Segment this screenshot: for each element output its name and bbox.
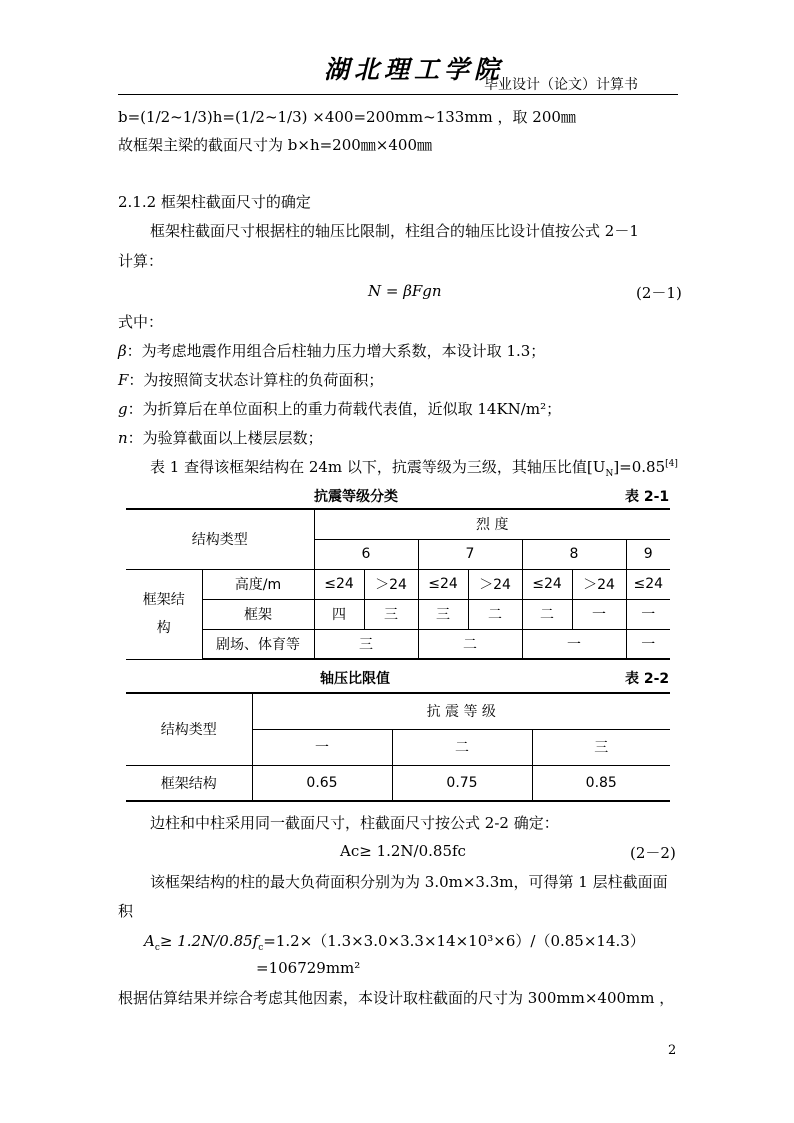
definition-beta-text: ：为考虑地震作用组合后柱轴力压力增大系数，本设计取 1.3； <box>126 342 546 360</box>
t2-row-label: 框架结构 <box>126 765 252 801</box>
formula-2-number: (2－2) <box>630 844 676 862</box>
t2-grade-cell: 一 <box>252 729 392 765</box>
t2-header-grade: 抗 震 等 级 <box>252 693 670 729</box>
t1-degree-7: 7 <box>418 539 522 569</box>
t1-row-theater-label: 剧场、体育等 <box>202 629 314 659</box>
table2-caption: 轴压比限值 <box>320 671 390 687</box>
calc-expression: =1.2×（1.3×3.0×3.3×14×10³×6）/（0.85×14.3） <box>263 932 645 950</box>
t1-height-cell: ＞24 <box>364 569 418 599</box>
paragraph-2-end: ]=0.85 <box>613 458 666 476</box>
paragraph-2-sub: N <box>605 469 614 479</box>
t1-degree-6: 6 <box>314 539 418 569</box>
table2-number: 表 2-2 <box>625 671 670 687</box>
calc-inequality: ≥ 1.2N/0.85f <box>159 932 259 950</box>
where-label: 式中： <box>118 313 164 331</box>
symbol-beta: β <box>118 342 127 360</box>
t1-height-cell: ≤24 <box>522 569 572 599</box>
t2-value-cell: 0.85 <box>532 765 670 801</box>
t1-theater-cell: 二 <box>418 629 522 659</box>
t1-theater-cell: 三 <box>314 629 418 659</box>
t1-header-structure: 结构类型 <box>126 509 314 569</box>
t1-frame-cell: 四 <box>314 599 364 629</box>
t1-height-cell: ≤24 <box>626 569 670 599</box>
t2-header-structure: 结构类型 <box>126 693 252 765</box>
paragraph-4b: 积 <box>118 902 134 920</box>
t2-grade-cell: 三 <box>532 729 670 765</box>
reference-mark: [4] <box>665 459 678 469</box>
school-logo: 湖北理工学院 <box>324 55 505 84</box>
table1-number: 表 2-1 <box>625 489 670 505</box>
definition-g-text: ：为折算后在单位面积上的重力荷载代表值，近似取 14KN/m²； <box>127 400 562 418</box>
calculation-result: =106729mm² <box>256 959 361 977</box>
table1-caption: 抗震等级分类 <box>314 489 398 505</box>
beam-width-line: b=(1/2~1/3)h=(1/2~1/3) ×400=200mm~133mm ，取 200㎜ <box>118 108 576 126</box>
calc-sub-c2: c <box>258 943 264 953</box>
t1-frame-cell: 三 <box>364 599 418 629</box>
paragraph-1b: 计算： <box>118 252 164 270</box>
t1-degree-8: 8 <box>522 539 626 569</box>
t1-degree-9: 9 <box>626 539 670 569</box>
definition-g <box>118 398 561 419</box>
t1-frame-cell: 三 <box>418 599 468 629</box>
t1-frame-cell: 二 <box>468 599 522 629</box>
paragraph-4a: 该框架结构的柱的最大负荷面积分别为为 3.0m×3.3m，可得第 1 层柱截面面 <box>150 873 668 891</box>
beam-section-line: 故框架主梁的截面尺寸为 b×h=200㎜×400㎜ <box>118 136 432 154</box>
axial-ratio-limit-table <box>126 692 670 802</box>
calc-symbol-A: A <box>144 932 155 950</box>
t1-frame-cell: 一 <box>626 599 670 629</box>
t1-height-cell: ＞24 <box>468 569 522 599</box>
calculation-line <box>144 930 645 953</box>
t1-frame-cell: 一 <box>572 599 626 629</box>
t1-row-group-frame-structure <box>126 569 202 659</box>
paragraph-5: 根据估算结果并综合考虑其他因素，本设计取柱截面的尺寸为 300mm×400mm ， <box>118 989 675 1007</box>
t2-grade-cell: 二 <box>392 729 532 765</box>
t2-value-cell: 0.75 <box>392 765 532 801</box>
document-title: 毕业设计（论文）计算书 <box>484 77 638 93</box>
t1-height-cell: ＞24 <box>572 569 626 599</box>
definition-n-text: ：为验算截面以上楼层层数； <box>127 429 323 447</box>
paragraph-2 <box>150 456 678 479</box>
symbol-F: F <box>118 371 129 389</box>
paragraph-1a: 框架柱截面尺寸根据柱的轴压比限制，柱组合的轴压比设计值按公式 2－1 <box>150 222 639 240</box>
t1-header-intensity: 烈 度 <box>314 509 670 539</box>
t2-value-cell: 0.65 <box>252 765 392 801</box>
formula-2: Ac≥ 1.2N/0.85fc <box>340 842 466 860</box>
t1-row-height-label: 高度/m <box>202 569 314 599</box>
t1-row-group-text: 框架结构 <box>142 592 185 636</box>
definition-F <box>118 369 383 390</box>
symbol-g: g <box>118 400 128 418</box>
t1-row-frame-label: 框架 <box>202 599 314 629</box>
symbol-n: n <box>118 429 128 447</box>
paragraph-2-text: 表 1 查得该框架结构在 24m 以下，抗震等级为三级，其轴压比值[U <box>150 458 606 476</box>
paragraph-3: 边柱和中柱采用同一截面尺寸，柱截面尺寸按公式 2-2 确定： <box>150 814 559 832</box>
t1-theater-cell: 一 <box>522 629 626 659</box>
page-number: 2 <box>668 1043 677 1058</box>
t1-frame-cell: 二 <box>522 599 572 629</box>
t1-height-cell: ≤24 <box>418 569 468 599</box>
t1-theater-cell: 一 <box>626 629 670 659</box>
section-heading: 2.1.2 框架柱截面尺寸的确定 <box>118 193 311 211</box>
seismic-grade-table <box>126 508 670 660</box>
formula-1-number: (2－1) <box>636 284 682 302</box>
formula-1: N = βFgn <box>368 282 442 300</box>
definition-beta <box>118 340 545 361</box>
t1-height-cell: ≤24 <box>314 569 364 599</box>
definition-n <box>118 427 323 448</box>
header-rule <box>118 94 678 95</box>
calc-sub-c: c <box>154 943 160 953</box>
definition-F-text: ：为按照简支状态计算柱的负荷面积； <box>128 371 384 389</box>
